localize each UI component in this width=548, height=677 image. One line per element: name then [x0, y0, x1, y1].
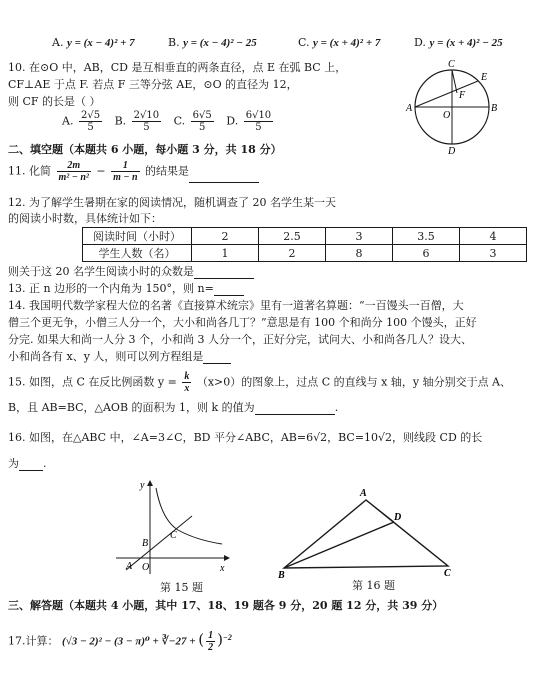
q15-line2: B，且 AB=BC，△AOB 的面积为 1，则 k 的值为 .: [8, 401, 339, 414]
segment-ad: [366, 500, 394, 522]
q14-line4: 小和尚各有 x、y 人，则可以列方程组是: [8, 349, 231, 364]
q14-line1: 14. 我国明代数学家程大位的名著《直接算术统宗》里有一道著名算题：“一百馒头一百僧，大: [8, 299, 464, 312]
q14-line3: 分完. 如果大和尚一人分 3 个，小和尚 3 人分一个，正好分完，试问大、小和尚各几人？设大、: [8, 333, 472, 346]
label-x: x: [220, 563, 225, 574]
q10-circle-figure: [405, 55, 505, 155]
label-d: D: [394, 512, 402, 523]
q12-line3: 则关于这 20 名学生阅读小时的众数是: [8, 264, 254, 279]
table-row: 学生人数（名） 1 2 8 6 3: [83, 245, 527, 262]
label-d: D: [448, 146, 456, 155]
hyperbola: [156, 488, 222, 544]
label-c: C: [448, 59, 455, 70]
q15-line1: 15. 如图，点 C 在反比例函数 y = $\frac{k}{x}$ （x>0）的图象上，过点 C 的直线与 x 轴，y 轴分别交于点 A、: [8, 371, 512, 394]
q17: 17.计算： (√3 − 2)² − (3 − π)⁰ + ∛−27 + ( $\frac{1}{2}$ )$^{-2}$: [8, 630, 232, 654]
label-a: A: [406, 103, 413, 114]
q15-figure: [112, 478, 232, 578]
q9-option-d: D. y = (x + 4)² − 25: [414, 36, 503, 49]
label-o: O: [142, 562, 150, 573]
q15-caption: 第 15 题: [160, 581, 203, 594]
q10-line3: 则 CF 的长是（ ）: [8, 95, 101, 108]
label-a: A: [360, 488, 367, 499]
chord-ae: [415, 81, 478, 107]
label-b: B: [142, 538, 149, 549]
q12-line1: 12. 为了解学生暑期在家的阅读情况，随机调查了 20 名学生某一天: [8, 196, 336, 209]
table-row: 阅读时间（小时） 2 2.5 3 3.5 4: [83, 228, 527, 245]
label-y: y: [140, 480, 145, 491]
section2-title: 二、填空题（本题共 6 小题，每小题 3 分，共 18 分）: [8, 143, 282, 156]
label-b: B: [491, 103, 498, 114]
q9-option-a: A. y = (x − 4)² + 7: [52, 36, 135, 49]
q16-caption: 第 16 题: [352, 579, 395, 592]
q16-figure: [278, 480, 458, 580]
q9-option-c: C. y = (x + 4)² + 7: [298, 36, 381, 49]
q11: 11. 化简 $\frac{2m}{\text{m² − n²}}$ − $\frac{1}{m - n}$ 的结果是: [8, 160, 259, 183]
q16-line2: 为 .: [8, 457, 47, 470]
q16-line1: 16. 如图，在△ABC 中，∠A=3∠C，BD 平分∠ABC，AB=6√2，BC=10√2，则线段 CD 的长: [8, 431, 483, 444]
q9-option-b: B. y = (x − 4)² − 25: [168, 36, 257, 49]
line-through-c: [126, 516, 192, 570]
label-f: F: [459, 90, 466, 101]
q10-options: A. $\frac{2√5}{5}$ B. $\frac{2√10}{5}$ C. $\frac{6√5}{5}$ D. $\frac{6√10}{5}$: [62, 110, 272, 133]
q13: 13. 正 n 边形的一个内角为 150°，则 n=: [8, 281, 244, 296]
label-c: C: [444, 568, 451, 579]
segment-cf: [452, 70, 457, 93]
bisector-bd: [284, 522, 394, 568]
q12-stat-table: [82, 227, 527, 262]
q12-line2: 的阅读小时数，具体统计如下：: [8, 212, 162, 225]
section3-title: 三、解答题（本题共 4 小题，其中 17、18、19 题各 9 分，20 题 12 分，共 39 分）: [8, 599, 444, 612]
label-b: B: [278, 570, 285, 580]
q10-line2: CF⊥AE 于点 F. 若点 F 三等分弦 AE，⊙O 的直径为 12，: [8, 78, 298, 91]
label-a: A: [126, 561, 133, 572]
label-o: O: [443, 110, 451, 121]
label-e: E: [481, 72, 488, 83]
q14-line2: 僧三个更无争，小僧三人分一个，大小和尚各几丁？”意思是有 100 个和尚分 100 个馒头，正好: [8, 316, 477, 329]
x-axis-arrow: [224, 555, 230, 561]
q10-line1: 10. 在⊙O 中，AB，CD 是互相垂直的两条直径，点 E 在弧 BC 上，: [8, 61, 347, 74]
y-axis-arrow: [147, 480, 153, 486]
label-c: C: [170, 530, 177, 541]
